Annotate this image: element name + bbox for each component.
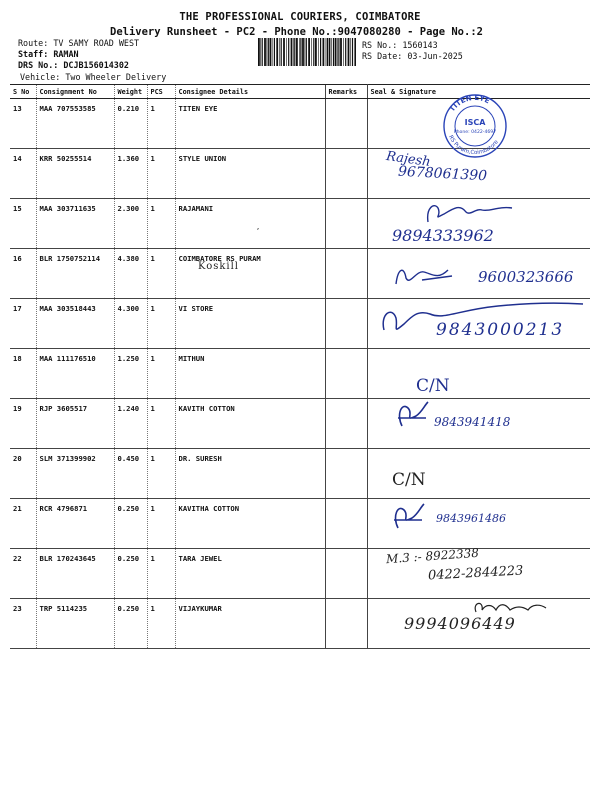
row16-handwritten-phone: 9600323666 xyxy=(478,268,574,286)
cell-sno: 23 xyxy=(10,599,36,649)
row15-handwritten-phone: 9894333962 xyxy=(392,226,494,245)
cell-pcs: 1 xyxy=(147,99,175,149)
barcode-bar xyxy=(286,38,287,66)
barcode-bar xyxy=(323,38,325,66)
header-pcs: PCS xyxy=(147,85,175,99)
header-consignee: Consignee Details xyxy=(175,85,325,99)
cell-seal-signature xyxy=(367,349,590,399)
cell-remarks xyxy=(325,349,367,399)
barcode-bar xyxy=(313,38,314,66)
barcode-bar xyxy=(294,38,295,66)
barcode-bar xyxy=(281,38,282,66)
row14-handwritten-phone: 9678061390 xyxy=(397,163,488,185)
staff-label: Staff: xyxy=(18,49,49,59)
row21-handwritten-phone: 9843961486 xyxy=(436,512,506,525)
barcode-bar xyxy=(308,38,310,66)
cell-remarks xyxy=(325,599,367,649)
cell-remarks xyxy=(325,149,367,199)
barcode-bar xyxy=(352,38,353,66)
cell-weight: 4.300 xyxy=(114,299,147,349)
vehicle-row xyxy=(20,72,166,82)
barcode-bar xyxy=(258,38,260,66)
cell-consignee: TARA JEWEL xyxy=(175,549,325,599)
stamp-center-text: ISCA xyxy=(464,118,486,127)
runsheet-meta-right xyxy=(362,40,463,62)
barcode-bar xyxy=(305,38,306,66)
cell-consignment-no: MAA 111176510 xyxy=(36,349,114,399)
row19-signature xyxy=(392,396,432,430)
barcode-bar xyxy=(296,38,298,66)
cell-consignment-no: KRR 50255514 xyxy=(36,149,114,199)
cell-pcs: 1 xyxy=(147,149,175,199)
barcode-bar xyxy=(260,38,261,66)
cell-remarks xyxy=(325,399,367,449)
cell-weight: 1.360 xyxy=(114,149,147,199)
barcode-bar xyxy=(338,38,339,66)
header-consignment: Consignment No xyxy=(36,85,114,99)
barcode-bar xyxy=(337,38,338,66)
cell-remarks xyxy=(325,199,367,249)
cell-remarks xyxy=(325,99,367,149)
cell-sno: 15 xyxy=(10,199,36,249)
cell-pcs: 1 xyxy=(147,399,175,449)
cell-remarks xyxy=(325,249,367,299)
row22-handwritten-line2: 0422-2844223 xyxy=(427,563,524,584)
barcode-bar xyxy=(320,38,321,66)
barcode-bar xyxy=(291,38,293,66)
cell-pcs: 1 xyxy=(147,549,175,599)
barcode-bar xyxy=(264,38,266,66)
row17-handwritten-phone: 9843000213 xyxy=(436,320,565,340)
barcode-bar xyxy=(326,38,327,66)
row20-handwritten-note: C/N xyxy=(392,470,426,490)
drs-label: DRS No.: xyxy=(18,60,59,70)
barcode-bar xyxy=(293,38,294,66)
barcode-bar xyxy=(335,38,337,66)
cell-consignment-no: MAA 303518443 xyxy=(36,299,114,349)
cell-weight: 2.300 xyxy=(114,199,147,249)
route-row xyxy=(18,38,139,49)
row19-handwritten-phone: 9843941418 xyxy=(434,415,511,429)
barcode-bar xyxy=(315,38,317,66)
row22-handwritten-line1: M.3 :- 8922338 xyxy=(385,545,480,567)
cell-pcs: 1 xyxy=(147,349,175,399)
table-row xyxy=(10,449,590,499)
barcode-bar xyxy=(329,38,331,66)
cell-weight: 0.250 xyxy=(114,549,147,599)
row19-handwritten-note: C/N xyxy=(416,376,450,396)
rs-no-label: RS No.: xyxy=(362,40,398,50)
route-value: TV SAMY ROAD WEST xyxy=(53,38,140,48)
cell-consignee: STYLE UNION xyxy=(175,149,325,199)
stamp-top-text: TITEN EYE xyxy=(448,93,491,114)
barcode-bar xyxy=(267,38,268,66)
cell-pcs: 1 xyxy=(147,449,175,499)
rs-date-row xyxy=(362,51,463,62)
cell-weight: 1.250 xyxy=(114,349,147,399)
header-remarks: Remarks xyxy=(325,85,367,99)
vehicle-value: Two Wheeler Delivery xyxy=(65,72,167,82)
cell-pcs: 1 xyxy=(147,299,175,349)
cell-remarks xyxy=(325,549,367,599)
barcode-bar xyxy=(306,38,307,66)
vehicle-label: Vehicle: xyxy=(20,72,61,82)
barcode-bar xyxy=(354,38,356,66)
row15-signature xyxy=(420,198,520,226)
svg-text:TITEN EYE xyxy=(448,94,491,113)
cell-consignment-no: RJP 3605517 xyxy=(36,399,114,449)
barcode-bar xyxy=(270,38,272,66)
cell-consignee: VI STORE xyxy=(175,299,325,349)
barcode-bar xyxy=(300,38,301,66)
stamp-bottom-text: RS Puram,Coimbatore xyxy=(447,134,500,157)
cell-consignment-no: MAA 303711635 xyxy=(36,199,114,249)
cell-consignee: DR. SURESH xyxy=(175,449,325,499)
drs-row xyxy=(18,60,139,71)
rs-date-label: RS Date: xyxy=(362,51,403,61)
runsheet-subtitle: Delivery Runsheet - PC2 - Phone No.:9047080280 - Page No.:2 xyxy=(110,26,483,38)
barcode-bar xyxy=(350,38,351,66)
cell-remarks xyxy=(325,299,367,349)
barcode-bar xyxy=(318,38,319,66)
barcode-bar xyxy=(288,38,289,66)
cell-consignee: MITHUN xyxy=(175,349,325,399)
barcode-bar xyxy=(262,38,263,66)
cell-consignment-no: RCR 4796871 xyxy=(36,499,114,549)
barcode-bar xyxy=(268,38,269,66)
svg-text:RS Puram,Coimbatore xyxy=(447,135,500,156)
cell-weight: 1.240 xyxy=(114,399,147,449)
cell-consignee: KAVITHA COTTON xyxy=(175,499,325,549)
barcode-bar xyxy=(299,38,300,66)
cell-consignee: VIJAYKUMAR xyxy=(175,599,325,649)
cell-sno: 18 xyxy=(10,349,36,399)
rs-no-value: 1560143 xyxy=(402,40,438,50)
cell-sno: 19 xyxy=(10,399,36,449)
row23-handwritten-phone: 9994096449 xyxy=(404,614,516,633)
staff-value: RAMAN xyxy=(53,49,79,59)
route-label: Route: xyxy=(18,38,49,48)
cell-remarks xyxy=(325,449,367,499)
table-row xyxy=(10,349,590,399)
barcode-bar xyxy=(283,38,285,66)
cell-remarks xyxy=(325,499,367,549)
cell-pcs: 1 xyxy=(147,499,175,549)
cell-weight: 4.380 xyxy=(114,249,147,299)
barcode xyxy=(258,38,356,66)
barcode-bar xyxy=(311,38,312,66)
company-seal-stamp xyxy=(432,88,518,160)
barcode-bar xyxy=(340,38,342,66)
barcode-bar xyxy=(343,38,344,66)
cell-pcs: 1 xyxy=(147,599,175,649)
barcode-bar xyxy=(345,38,346,66)
header-weight: Weight xyxy=(114,85,147,99)
cell-weight: 0.250 xyxy=(114,499,147,549)
cell-consignee: COIMBATORE RS PURAM xyxy=(175,249,325,299)
cell-sno: 16 xyxy=(10,249,36,299)
cell-sno: 22 xyxy=(10,549,36,599)
barcode-bar xyxy=(302,38,304,66)
row14-handwritten-name: Rajesh xyxy=(385,148,432,171)
barcode-bar xyxy=(333,38,334,66)
cell-pcs: 1 xyxy=(147,199,175,249)
cell-weight: 0.250 xyxy=(114,599,147,649)
cell-consignee: RAJAMANI xyxy=(175,199,325,249)
staff-row xyxy=(18,49,139,60)
cell-consignee: KAVITH COTTON xyxy=(175,399,325,449)
row16-signature xyxy=(392,262,462,288)
runsheet-meta-left xyxy=(18,38,139,71)
barcode-bar xyxy=(274,38,275,66)
cell-consignment-no: MAA 707553585 xyxy=(36,99,114,149)
cell-sno: 14 xyxy=(10,149,36,199)
company-title: THE PROFESSIONAL COURIERS, COIMBATORE xyxy=(179,11,421,23)
cell-consignment-no: BLR 1750752114 xyxy=(36,249,114,299)
cell-sno: 17 xyxy=(10,299,36,349)
header-sno: S No xyxy=(10,85,36,99)
cell-weight: 0.450 xyxy=(114,449,147,499)
cell-sno: 21 xyxy=(10,499,36,549)
stray-mark: , xyxy=(256,223,261,231)
cell-consignment-no: TRP 5114235 xyxy=(36,599,114,649)
barcode-bar xyxy=(276,38,278,66)
cell-consignment-no: BLR 170243645 xyxy=(36,549,114,599)
barcode-bar xyxy=(272,38,273,66)
cell-pcs: 1 xyxy=(147,249,175,299)
cell-consignment-no: SLM 371399902 xyxy=(36,449,114,499)
row16-handwritten-note: Koskill xyxy=(198,261,240,272)
rs-no-row xyxy=(362,40,463,51)
barcode-bar xyxy=(348,38,350,66)
row21-signature xyxy=(388,498,428,532)
rs-date-value: 03-Jun-2025 xyxy=(407,51,463,61)
cell-weight: 0.210 xyxy=(114,99,147,149)
cell-consignee: TITEN EYE xyxy=(175,99,325,149)
barcode-bar xyxy=(331,38,332,66)
cell-sno: 20 xyxy=(10,449,36,499)
barcode-bar xyxy=(327,38,328,66)
header-seal-signature: Seal & Signature xyxy=(367,85,590,99)
barcode-bar xyxy=(279,38,280,66)
stamp-phone-text: Phone: 0422-4697 xyxy=(453,130,497,135)
cell-sno: 13 xyxy=(10,99,36,149)
drs-value: DCJB156014302 xyxy=(63,60,129,70)
